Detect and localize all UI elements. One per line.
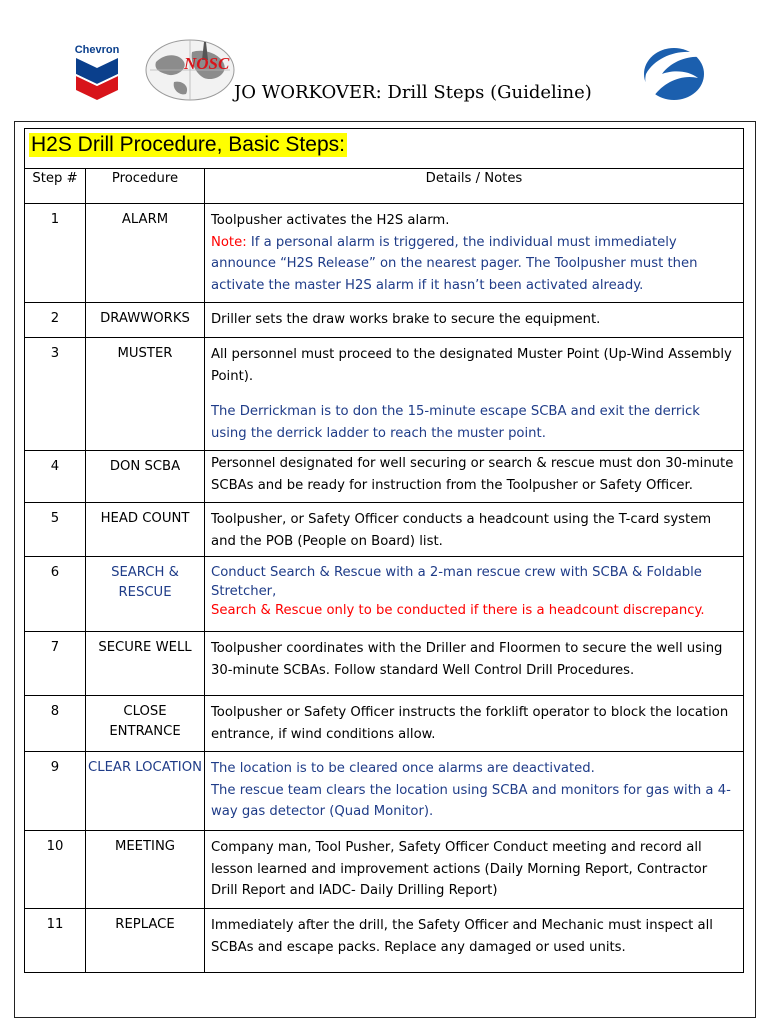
table-title: H2S Drill Procedure, Basic Steps: <box>31 133 345 156</box>
table-row <box>25 557 744 632</box>
procedure-name: MEETING <box>86 831 205 909</box>
drill-steps-table <box>24 128 744 973</box>
step-number: 7 <box>25 632 86 696</box>
note-label: Note: <box>211 234 247 250</box>
details-text: Immediately after the drill, the Safety Officer and Mechanic must inspect all SCBAs and escape packs. Replace any damaged or used units. <box>211 918 713 955</box>
step-number: 11 <box>25 909 86 973</box>
details-cell <box>205 632 744 696</box>
step-number: 10 <box>25 831 86 909</box>
details-text: Driller sets the draw works brake to secure the equipment. <box>211 312 601 327</box>
procedure-name: MUSTER <box>86 338 205 451</box>
procedure-name: HEAD COUNT <box>86 503 205 557</box>
details-text: Toolpusher coordinates with the Driller and Floormen to secure the well using 30-minute SCBAs. Follow standard Well Control Drill Procedures. <box>211 641 723 678</box>
table-title-cell <box>25 129 744 169</box>
swoosh-logo <box>636 44 712 104</box>
details-cell <box>205 557 744 632</box>
nosc-logo-text: NOSC <box>184 54 230 73</box>
details-text: Personnel designated for well securing or search & rescue must don 30-minute SCBAs and be ready for instruction from the Toolpusher or Safety Officer. <box>211 456 734 493</box>
procedure-name: DON SCBA <box>86 451 205 503</box>
details-text: All personnel must proceed to the designated Muster Point (Up-Wind Assembly Point). <box>211 347 732 384</box>
column-header-step: Step # <box>25 169 86 204</box>
step-number: 8 <box>25 696 86 752</box>
details-cell <box>205 752 744 831</box>
table-header-row <box>25 169 744 204</box>
table-row <box>25 632 744 696</box>
details-cell <box>205 338 744 451</box>
procedure-name: SEARCH & RESCUE <box>86 557 205 632</box>
step-number: 6 <box>25 557 86 632</box>
document-title: JO WORKOVER: Drill Steps (Guideline) <box>234 82 592 103</box>
procedure-name: DRAWWORKS <box>86 303 205 338</box>
chevron-logo <box>70 44 124 100</box>
details-note: The rescue team clears the location using SCBA and monitors for gas with a 4-way gas detector (Quad Monitor). <box>211 782 731 819</box>
procedure-name: CLEAR LOCATION <box>86 752 205 831</box>
details-cell <box>205 204 744 303</box>
column-header-details: Details / Notes <box>205 169 744 204</box>
table-row <box>25 503 744 557</box>
procedure-name: CLOSE ENTRANCE <box>86 696 205 752</box>
step-number: 2 <box>25 303 86 338</box>
details-note: The Derrickman is to don the 15-minute escape SCBA and exit the derrick using the derrick ladder to reach the muster point. <box>211 404 700 441</box>
details-text: Toolpusher or Safety Officer instructs the forklift operator to block the location entrance, if wind conditions allow. <box>211 705 729 742</box>
table-row <box>25 303 744 338</box>
details-text: Toolpusher, or Safety Officer conducts a headcount using the T-card system and the POB (People on Board) list. <box>211 512 712 549</box>
table-row <box>25 338 744 451</box>
details-cell <box>205 696 744 752</box>
table-row <box>25 831 744 909</box>
table-title-row <box>25 129 744 169</box>
table-row <box>25 696 744 752</box>
page-header <box>0 0 768 112</box>
step-number: 3 <box>25 338 86 451</box>
step-number: 1 <box>25 204 86 303</box>
details-text: Toolpusher activates the H2S alarm. <box>211 213 450 228</box>
note-paragraph <box>211 232 737 297</box>
procedure-name: ALARM <box>86 204 205 303</box>
nosc-logo <box>144 38 236 102</box>
procedure-name: SECURE WELL <box>86 632 205 696</box>
note-text: If a personal alarm is triggered, the individual must immediately announce “H2S Release” on the nearest pager. The Toolpusher must then activate the master H2S alarm if it hasn’t been activated already. <box>211 234 698 293</box>
procedure-name: REPLACE <box>86 909 205 973</box>
details-cell <box>205 909 744 973</box>
step-number: 4 <box>25 451 86 503</box>
details-warning: Search & Rescue only to be conducted if there is a headcount discrepancy. <box>211 603 705 618</box>
details-text: The location is to be cleared once alarms are deactivated. <box>211 761 595 776</box>
details-cell <box>205 303 744 338</box>
table-row <box>25 752 744 831</box>
table-row <box>25 204 744 303</box>
step-number: 5 <box>25 503 86 557</box>
details-cell <box>205 503 744 557</box>
table-row <box>25 451 744 503</box>
details-cell <box>205 451 744 503</box>
column-header-procedure: Procedure <box>86 169 205 204</box>
table-row <box>25 909 744 973</box>
chevron-logo-text: Chevron <box>74 44 120 56</box>
details-text: Conduct Search & Rescue with a 2-man rescue crew with SCBA & Foldable Stretcher, <box>211 565 702 599</box>
step-number: 9 <box>25 752 86 831</box>
swoosh-icon <box>636 44 712 104</box>
paragraph-gap <box>211 387 737 401</box>
details-cell <box>205 831 744 909</box>
details-text: Company man, Tool Pusher, Safety Officer Conduct meeting and record all lesson learned and improvement actions (Daily Morning Report, Contractor Drill Report and IADC- Daily Drilling Report) <box>211 840 708 898</box>
